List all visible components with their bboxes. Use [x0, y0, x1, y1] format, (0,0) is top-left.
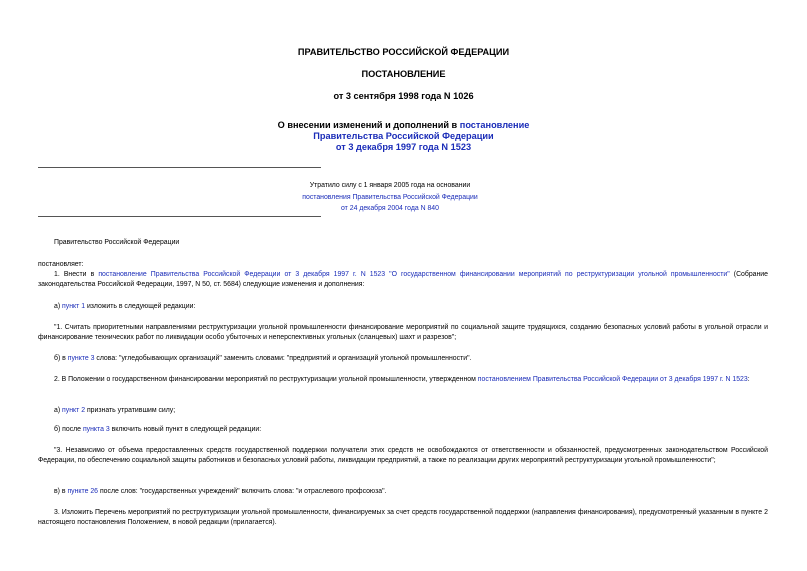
status-note: [285, 180, 495, 215]
paragraph-2b: [38, 425, 768, 435]
title-link-decree[interactable]: постановление: [459, 120, 530, 130]
p2a-link-point2[interactable]: пункт 2: [62, 407, 86, 414]
p2-text-b: :: [747, 376, 750, 383]
p2a-text-b: признать утратившим силу;: [85, 407, 176, 414]
paragraph-quote-1: "1. Считать приоритетными направлениями реструктуризации угольной промышленности финансирование мероприятий по социальной защите трудящихся, созданию безопасных условий работы в угольной отрасли и финансирование технических работ по ликвидации особо убыточных и неперспективных угольных (сланцевых) шахт и разрезов";: [38, 324, 768, 341]
p1-link-decree[interactable]: постановление Правительства Российской Федерации от 3 декабря 1997 г. N 1523 "О государственном финансировании мероприятий по реструктуризации угольной промышленности": [98, 271, 730, 278]
document-title: [0, 120, 807, 153]
p2v-text-a: в) в: [54, 488, 68, 495]
document-type: ПОСТАНОВЛЕНИЕ: [361, 69, 446, 79]
government-heading: ПРАВИТЕЛЬСТВО РОССИЙСКОЙ ФЕДЕРАЦИИ: [297, 47, 510, 57]
paragraph-1: [38, 270, 768, 290]
paragraph-1a: [38, 302, 768, 312]
p1b-link-point3[interactable]: пункте 3: [67, 355, 95, 362]
p1b-text-b: слова: "угледобывающих организаций" заменить словами: "предприятий и организаций угольной промышленности".: [94, 355, 472, 362]
status-note-link-date[interactable]: от 24 декабря 2004 года N 840: [341, 205, 439, 212]
p2a-text-a: а): [54, 407, 63, 414]
paragraph-decides: постановляет:: [38, 261, 84, 268]
title-link-date[interactable]: от 3 декабря 1997 года N 1523: [335, 142, 472, 152]
paragraph-2a: [38, 406, 768, 416]
bottom-divider: [38, 216, 321, 217]
paragraph-2v: [38, 487, 768, 497]
status-note-link-decree[interactable]: постановления Правительства Российской Федерации: [302, 193, 478, 201]
paragraph-1b: [38, 354, 768, 364]
p1-text-a: 1. Внести в: [54, 271, 99, 278]
p2v-link-point26[interactable]: пункте 26: [67, 488, 99, 495]
p1b-text-a: б) в: [54, 355, 68, 362]
p1a-text-a: а): [54, 303, 63, 310]
p2b-text-b: включить новый пункт в следующей редакции:: [109, 426, 262, 433]
paragraph-3: 3. Изложить Перечень мероприятий по реструктуризации угольной промышленности, финансируемых за счет средств государственной поддержки (направления финансирования), предусмотренный указанным в пункте 2 настоящего постановления Положением, в новой редакции (прилагается).: [38, 509, 768, 526]
p2-text-a: 2. В Положении о государственном финансировании мероприятий по реструктуризации угольной промышленности, утвержденном: [54, 376, 478, 383]
p1a-link-point1[interactable]: пункт 1: [62, 303, 86, 310]
paragraph-government: Правительство Российской Федерации: [54, 239, 180, 246]
title-link-government[interactable]: Правительства Российской Федерации: [313, 131, 494, 141]
p2b-text-a: б) после: [54, 426, 83, 433]
p1-text-b: (Собрание законодательства Российской Федерации, 1997, N 50, ст. 5684) следующие изменения и дополнения:: [38, 271, 768, 288]
paragraph-quote-3: "3. Независимо от объема предоставленных средств государственной поддержки получатели этих средств не освобождаются от ответственности и обязанностей, предусмотренных законодательством Российской Федерации, по обеспечению социальной защиты работников и безопасных условий работы, ликвидации предприятий, а также по реализации других мероприятий реструктуризации угольной промышленности";: [38, 447, 768, 464]
p2b-link-point3[interactable]: пункта 3: [82, 426, 110, 433]
top-divider: [38, 167, 321, 168]
p2-link-decree[interactable]: постановлением Правительства Российской Федерации от 3 декабря 1997 г. N 1523: [477, 376, 748, 383]
status-note-text: Утратило силу с 1 января 2005 года на основании: [309, 182, 471, 189]
p2v-text-b: после слов: "государственных учреждений" включить слова: "и отраслевого профсоюза".: [98, 488, 387, 495]
p1a-text-b: изложить в следующей редакции:: [85, 303, 196, 310]
document-date-number: от 3 сентября 1998 года N 1026: [333, 91, 474, 101]
paragraph-2: [38, 375, 768, 385]
title-prefix: О внесении изменений и дополнений в: [277, 120, 460, 130]
